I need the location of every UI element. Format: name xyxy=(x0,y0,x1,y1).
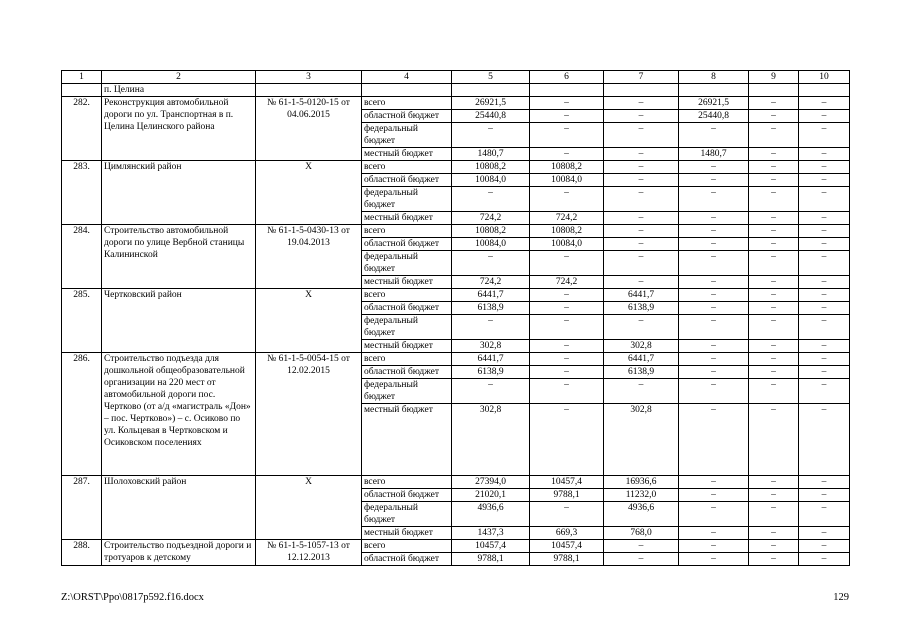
row-number: 282. xyxy=(62,97,102,161)
amount-cell: – xyxy=(679,366,749,379)
amount-cell: – xyxy=(799,276,850,289)
amount-cell: 10808,2 xyxy=(452,225,530,238)
amount-cell: – xyxy=(604,110,679,123)
funding-source: местный бюджет xyxy=(362,276,452,289)
amount-cell: – xyxy=(749,353,799,366)
table-row xyxy=(62,97,850,110)
funding-source: областной бюджет xyxy=(362,302,452,315)
amount-cell: – xyxy=(799,97,850,110)
amount-cell: – xyxy=(799,379,850,404)
document-ref: № 61-1-5-0430-13 от 19.04.2013 xyxy=(256,225,362,289)
amount-cell: – xyxy=(799,476,850,489)
funding-source: местный бюджет xyxy=(362,527,452,540)
amount-cell: – xyxy=(679,187,749,212)
col-header: 10 xyxy=(799,71,850,84)
amount-cell: – xyxy=(530,97,604,110)
object-name: Шолоховский район xyxy=(102,476,256,540)
amount-cell: 6138,9 xyxy=(604,302,679,315)
funding-source: федеральный бюджет xyxy=(362,502,452,527)
amount-cell: – xyxy=(749,302,799,315)
amount-cell: 302,8 xyxy=(604,340,679,353)
amount-cell: – xyxy=(749,404,799,476)
document-ref: X xyxy=(256,161,362,225)
col-header: 6 xyxy=(530,71,604,84)
amount-cell: – xyxy=(679,540,749,553)
page-number: 129 xyxy=(833,592,849,603)
amount-cell: 724,2 xyxy=(452,276,530,289)
amount-cell: 302,8 xyxy=(452,404,530,476)
amount-cell: – xyxy=(530,379,604,404)
amount-cell: 724,2 xyxy=(530,276,604,289)
table-row xyxy=(62,476,850,489)
amount-cell: – xyxy=(799,315,850,340)
amount-cell: – xyxy=(452,187,530,212)
table-row xyxy=(62,225,850,238)
funding-source: федеральный бюджет xyxy=(362,251,452,276)
amount-cell: 6441,7 xyxy=(452,289,530,302)
amount-cell: – xyxy=(749,123,799,148)
amount-cell: – xyxy=(679,476,749,489)
amount-cell: 6441,7 xyxy=(452,353,530,366)
amount-cell: – xyxy=(604,212,679,225)
funding-source: федеральный бюджет xyxy=(362,187,452,212)
amount-cell: 26921,5 xyxy=(452,97,530,110)
funding-source: областной бюджет xyxy=(362,110,452,123)
funding-source: областной бюджет xyxy=(362,366,452,379)
amount-cell: – xyxy=(604,540,679,553)
amount-cell: 25440,8 xyxy=(452,110,530,123)
amount-cell: 1437,3 xyxy=(452,527,530,540)
amount-cell: 1480,7 xyxy=(452,148,530,161)
amount-cell: 302,8 xyxy=(452,340,530,353)
col-header: 1 xyxy=(62,71,102,84)
amount-cell: – xyxy=(749,502,799,527)
empty-cell xyxy=(679,84,749,97)
amount-cell: – xyxy=(679,404,749,476)
amount-cell: – xyxy=(749,276,799,289)
amount-cell: – xyxy=(604,225,679,238)
row-number: 284. xyxy=(62,225,102,289)
amount-cell: – xyxy=(604,123,679,148)
funding-source: местный бюджет xyxy=(362,340,452,353)
amount-cell: – xyxy=(679,340,749,353)
amount-cell: – xyxy=(799,540,850,553)
amount-cell: – xyxy=(799,251,850,276)
funding-source: федеральный бюджет xyxy=(362,123,452,148)
amount-cell: – xyxy=(530,289,604,302)
amount-cell: – xyxy=(679,225,749,238)
amount-cell: – xyxy=(749,527,799,540)
funding-source: областной бюджет xyxy=(362,489,452,502)
empty-cell xyxy=(749,84,799,97)
amount-cell: – xyxy=(749,161,799,174)
object-name: п. Целина xyxy=(102,84,256,97)
funding-source: областной бюджет xyxy=(362,238,452,251)
amount-cell: – xyxy=(604,276,679,289)
amount-cell: – xyxy=(749,340,799,353)
funding-source: всего xyxy=(362,161,452,174)
amount-cell: – xyxy=(604,238,679,251)
amount-cell: 6138,9 xyxy=(604,366,679,379)
amount-cell: – xyxy=(604,97,679,110)
amount-cell: – xyxy=(679,251,749,276)
amount-cell: – xyxy=(749,540,799,553)
amount-cell: – xyxy=(452,315,530,340)
amount-cell: 9788,1 xyxy=(530,553,604,566)
amount-cell: – xyxy=(604,379,679,404)
amount-cell: – xyxy=(799,404,850,476)
amount-cell: – xyxy=(679,502,749,527)
table-row xyxy=(62,540,850,553)
col-header: 2 xyxy=(102,71,256,84)
table-row xyxy=(62,353,850,366)
funding-source: местный бюджет xyxy=(362,148,452,161)
row-number: 283. xyxy=(62,161,102,225)
amount-cell: – xyxy=(530,187,604,212)
amount-cell: – xyxy=(604,251,679,276)
amount-cell: 302,8 xyxy=(604,404,679,476)
funding-source: федеральный бюджет xyxy=(362,379,452,404)
funding-source: всего xyxy=(362,97,452,110)
row-number: 288. xyxy=(62,540,102,566)
amount-cell: – xyxy=(749,187,799,212)
amount-cell: – xyxy=(799,123,850,148)
object-name: Строительство подъезда для дошкольной общеобразовательной организации на 220 мест от автомобильной дороги пос. Чертково (от а/д «магистраль «Дон» – пос. Чертково») – с. Осиково по ул. Кольцевая в Чертковском и Осиковском поселениях xyxy=(102,353,256,476)
object-name: Цимлянский район xyxy=(102,161,256,225)
amount-cell: 9788,1 xyxy=(530,489,604,502)
table-row xyxy=(62,161,850,174)
amount-cell: 16936,6 xyxy=(604,476,679,489)
amount-cell: 10808,2 xyxy=(530,225,604,238)
amount-cell: 10084,0 xyxy=(530,238,604,251)
table-row xyxy=(62,289,850,302)
amount-cell: 21020,1 xyxy=(452,489,530,502)
amount-cell: 10084,0 xyxy=(452,238,530,251)
amount-cell: – xyxy=(530,251,604,276)
amount-cell: – xyxy=(749,238,799,251)
amount-cell: – xyxy=(749,97,799,110)
amount-cell: – xyxy=(679,123,749,148)
amount-cell: – xyxy=(799,225,850,238)
amount-cell: – xyxy=(799,553,850,566)
amount-cell: 10084,0 xyxy=(452,174,530,187)
empty-cell xyxy=(452,84,530,97)
document-ref xyxy=(256,84,362,97)
empty-cell xyxy=(362,84,452,97)
col-header: 5 xyxy=(452,71,530,84)
funding-source: местный бюджет xyxy=(362,212,452,225)
amount-cell: 724,2 xyxy=(452,212,530,225)
amount-cell: – xyxy=(799,353,850,366)
amount-cell: – xyxy=(679,379,749,404)
amount-cell: – xyxy=(604,161,679,174)
funding-source: местный бюджет xyxy=(362,404,452,476)
amount-cell: – xyxy=(799,148,850,161)
amount-cell: – xyxy=(749,476,799,489)
amount-cell: – xyxy=(679,174,749,187)
amount-cell: 1480,7 xyxy=(679,148,749,161)
amount-cell: 25440,8 xyxy=(679,110,749,123)
empty-cell xyxy=(799,84,850,97)
amount-cell: – xyxy=(749,174,799,187)
amount-cell: – xyxy=(799,110,850,123)
document-ref: № 61-1-5-0054-15 от 12.02.2015 xyxy=(256,353,362,476)
amount-cell: 724,2 xyxy=(530,212,604,225)
amount-cell: – xyxy=(530,148,604,161)
amount-cell: – xyxy=(799,289,850,302)
amount-cell: 6441,7 xyxy=(604,353,679,366)
amount-cell: – xyxy=(452,251,530,276)
amount-cell: – xyxy=(452,379,530,404)
amount-cell: – xyxy=(679,553,749,566)
amount-cell: – xyxy=(749,289,799,302)
empty-cell xyxy=(530,84,604,97)
amount-cell: – xyxy=(799,366,850,379)
document-ref: № 61-1-5-0120-15 от 04.06.2015 xyxy=(256,97,362,161)
empty-cell xyxy=(604,84,679,97)
amount-cell: – xyxy=(679,527,749,540)
amount-cell: – xyxy=(679,212,749,225)
amount-cell: – xyxy=(799,238,850,251)
amount-cell: – xyxy=(799,174,850,187)
amount-cell: – xyxy=(749,366,799,379)
amount-cell: – xyxy=(679,276,749,289)
amount-cell: 10457,4 xyxy=(452,540,530,553)
amount-cell: – xyxy=(799,212,850,225)
object-name: Строительство подъездной дороги и тротуаров к детскому xyxy=(102,540,256,566)
amount-cell: – xyxy=(799,340,850,353)
object-name: Реконструкция автомобильной дороги по ул. Транспортная в п. Целина Целинского района xyxy=(102,97,256,161)
amount-cell: – xyxy=(679,161,749,174)
col-header: 4 xyxy=(362,71,452,84)
amount-cell: 669,3 xyxy=(530,527,604,540)
amount-cell: – xyxy=(604,174,679,187)
header-row xyxy=(62,71,850,84)
amount-cell: – xyxy=(604,148,679,161)
funding-source: всего xyxy=(362,225,452,238)
col-header: 9 xyxy=(749,71,799,84)
amount-cell: – xyxy=(749,315,799,340)
funding-source: федеральный бюджет xyxy=(362,315,452,340)
col-header: 3 xyxy=(256,71,362,84)
object-name: Строительство автомобильной дороги по улице Вербной станицы Калининской xyxy=(102,225,256,289)
amount-cell: – xyxy=(679,302,749,315)
row-number xyxy=(62,84,102,97)
document-ref: X xyxy=(256,289,362,353)
amount-cell: – xyxy=(530,502,604,527)
amount-cell: – xyxy=(749,379,799,404)
amount-cell: 10457,4 xyxy=(530,540,604,553)
funding-source: всего xyxy=(362,353,452,366)
amount-cell: 9788,1 xyxy=(452,553,530,566)
amount-cell: 4936,6 xyxy=(604,502,679,527)
amount-cell: – xyxy=(530,110,604,123)
amount-cell: 4936,6 xyxy=(452,502,530,527)
amount-cell: – xyxy=(604,187,679,212)
amount-cell: – xyxy=(679,353,749,366)
funding-source: всего xyxy=(362,289,452,302)
amount-cell: – xyxy=(604,553,679,566)
amount-cell: – xyxy=(799,302,850,315)
amount-cell: – xyxy=(530,123,604,148)
amount-cell: – xyxy=(799,161,850,174)
amount-cell: 10457,4 xyxy=(530,476,604,489)
funding-source: всего xyxy=(362,476,452,489)
amount-cell: – xyxy=(799,187,850,212)
row-number: 286. xyxy=(62,353,102,476)
amount-cell: 6138,9 xyxy=(452,302,530,315)
amount-cell: – xyxy=(530,404,604,476)
amount-cell: 26921,5 xyxy=(679,97,749,110)
amount-cell: 10808,2 xyxy=(452,161,530,174)
col-header: 7 xyxy=(604,71,679,84)
funding-source: всего xyxy=(362,540,452,553)
amount-cell: – xyxy=(749,251,799,276)
amount-cell: – xyxy=(749,225,799,238)
amount-cell: – xyxy=(530,366,604,379)
amount-cell: – xyxy=(749,489,799,502)
amount-cell: – xyxy=(604,315,679,340)
file-path: Z:\ORST\Ppo\0817p592.f16.docx xyxy=(61,592,204,603)
amount-cell: – xyxy=(799,502,850,527)
row-number: 285. xyxy=(62,289,102,353)
amount-cell: – xyxy=(799,527,850,540)
row-number: 287. xyxy=(62,476,102,540)
amount-cell: 27394,0 xyxy=(452,476,530,489)
amount-cell: 6441,7 xyxy=(604,289,679,302)
amount-cell: – xyxy=(749,212,799,225)
amount-cell: – xyxy=(749,553,799,566)
amount-cell: – xyxy=(530,340,604,353)
amount-cell: 11232,0 xyxy=(604,489,679,502)
amount-cell: 10808,2 xyxy=(530,161,604,174)
amount-cell: 6138,9 xyxy=(452,366,530,379)
amount-cell: – xyxy=(679,315,749,340)
document-ref: № 61-1-5-1057-13 от 12.12.2013 xyxy=(256,540,362,566)
budget-table xyxy=(61,70,850,566)
amount-cell: – xyxy=(749,110,799,123)
amount-cell: – xyxy=(679,289,749,302)
amount-cell: – xyxy=(679,238,749,251)
amount-cell: – xyxy=(799,489,850,502)
amount-cell: – xyxy=(530,315,604,340)
col-header: 8 xyxy=(679,71,749,84)
amount-cell: – xyxy=(679,489,749,502)
amount-cell: 768,0 xyxy=(604,527,679,540)
amount-cell: – xyxy=(452,123,530,148)
funding-source: областной бюджет xyxy=(362,174,452,187)
funding-source: областной бюджет xyxy=(362,553,452,566)
object-name: Чертковский район xyxy=(102,289,256,353)
table-row xyxy=(62,84,850,97)
amount-cell: – xyxy=(530,353,604,366)
amount-cell: 10084,0 xyxy=(530,174,604,187)
amount-cell: – xyxy=(530,302,604,315)
amount-cell: – xyxy=(749,148,799,161)
document-ref: X xyxy=(256,476,362,540)
